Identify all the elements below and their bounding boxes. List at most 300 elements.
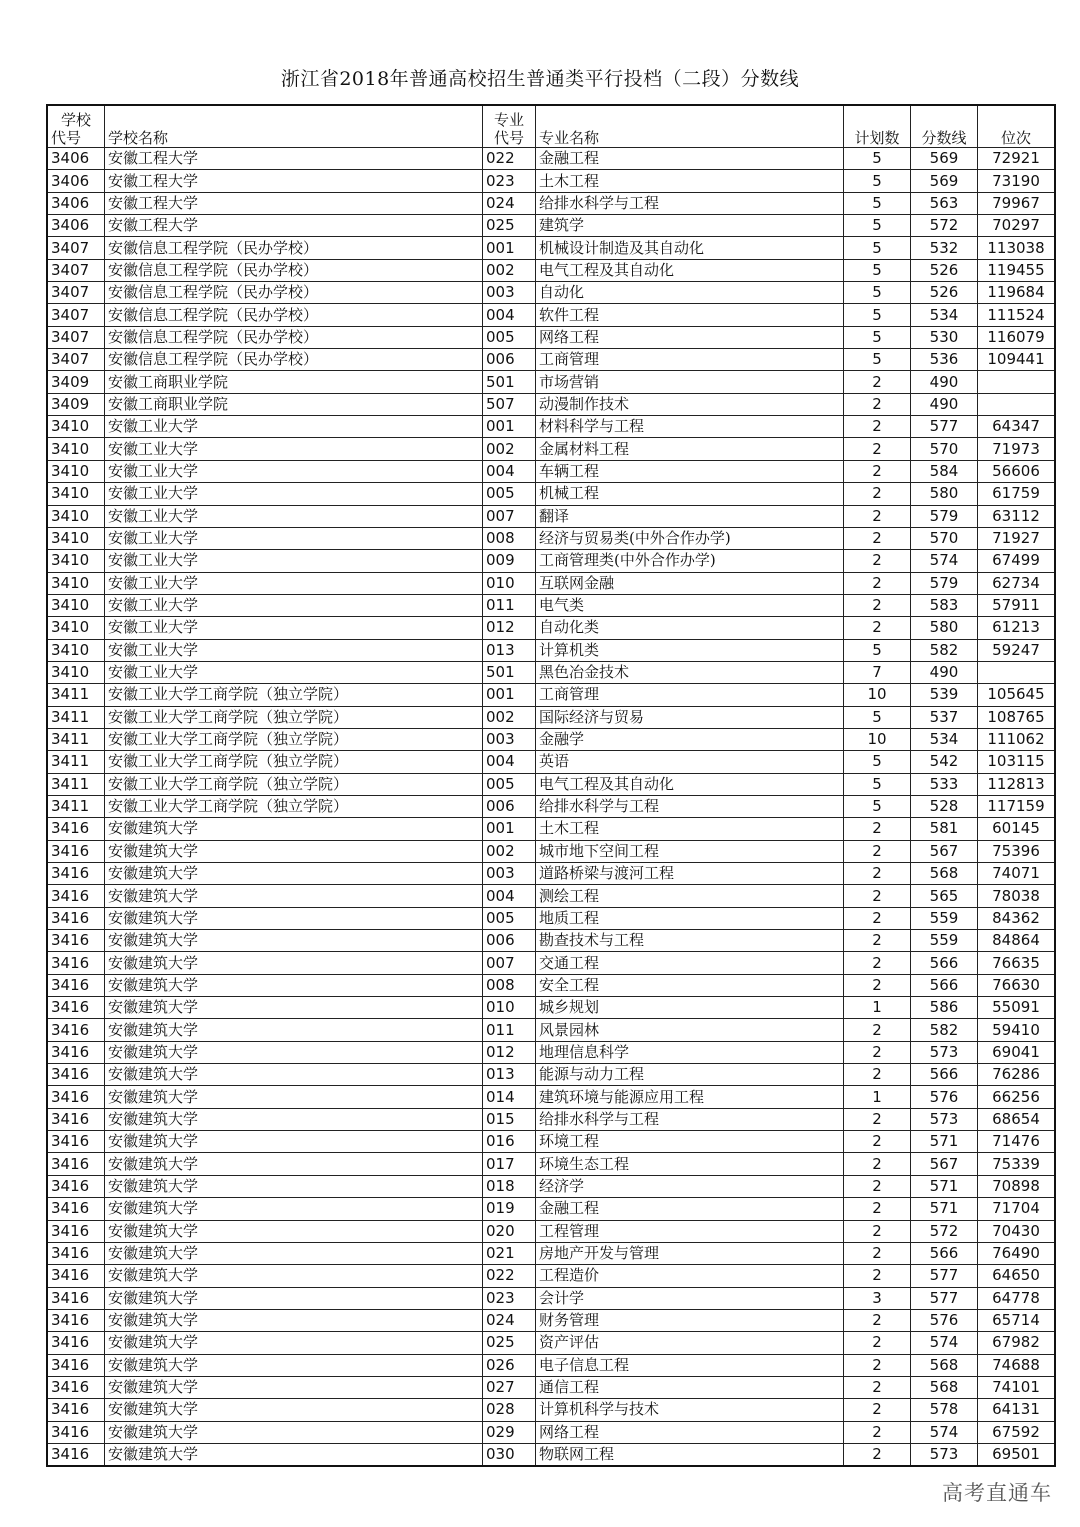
header-plan: 计划数 [844,105,911,148]
cell-school-code: 3416 [47,1131,105,1153]
cell-school-name: 安徽工业大学 [105,572,483,594]
cell-rank: 117159 [978,795,1056,817]
cell-major-name: 金属材料工程 [536,438,844,460]
cell-rank: 103115 [978,751,1056,773]
cell-score: 526 [911,259,978,281]
cell-school-name: 安徽建筑大学 [105,1064,483,1086]
cell-major-name: 会计学 [536,1287,844,1309]
cell-school-name: 安徽工商职业学院 [105,393,483,415]
cell-major-code: 507 [483,393,536,415]
table-row [47,349,1055,371]
cell-score: 568 [911,1354,978,1376]
table-row [47,1131,1055,1153]
cell-plan: 2 [844,907,911,929]
cell-score: 576 [911,1086,978,1108]
cell-plan: 1 [844,1086,911,1108]
cell-school-code: 3407 [47,326,105,348]
cell-score: 570 [911,438,978,460]
cell-major-name: 地质工程 [536,907,844,929]
cell-major-name: 给排水科学与工程 [536,1108,844,1130]
cell-major-code: 018 [483,1175,536,1197]
cell-plan: 2 [844,550,911,572]
cell-plan: 2 [844,393,911,415]
table-row [47,192,1055,214]
cell-major-name: 黑色冶金技术 [536,661,844,683]
cell-major-name: 地理信息科学 [536,1041,844,1063]
cell-rank: 75396 [978,840,1056,862]
cell-school-name: 安徽建筑大学 [105,1175,483,1197]
cell-school-name: 安徽信息工程学院（民办学校） [105,259,483,281]
header-major-name: 专业名称 [536,105,844,148]
cell-school-code: 3410 [47,617,105,639]
cell-major-name: 工商管理 [536,349,844,371]
table-row [47,304,1055,326]
cell-score: 569 [911,170,978,192]
cell-major-name: 网络工程 [536,326,844,348]
table-row [47,773,1055,795]
cell-score: 566 [911,974,978,996]
cell-major-code: 029 [483,1421,536,1443]
table-row [47,170,1055,192]
cell-major-name: 电子信息工程 [536,1354,844,1376]
table-row [47,818,1055,840]
table-row [47,1108,1055,1130]
cell-rank: 105645 [978,684,1056,706]
header-school-code-line1: 学校 [60,111,91,129]
cell-rank: 79967 [978,192,1056,214]
cell-school-code: 3410 [47,594,105,616]
cell-score: 571 [911,1131,978,1153]
cell-school-name: 安徽建筑大学 [105,997,483,1019]
cell-major-code: 007 [483,505,536,527]
cell-score: 576 [911,1309,978,1331]
table-row [47,661,1055,683]
cell-plan: 5 [844,192,911,214]
cell-plan: 2 [844,416,911,438]
cell-major-name: 工程造价 [536,1265,844,1287]
cell-rank: 63112 [978,505,1056,527]
cell-school-code: 3406 [47,192,105,214]
cell-school-code: 3416 [47,1019,105,1041]
table-row [47,393,1055,415]
cell-school-code: 3416 [47,1242,105,1264]
cell-school-name: 安徽工业大学 [105,594,483,616]
cell-school-name: 安徽工业大学工商学院（独立学院） [105,795,483,817]
table-row [47,282,1055,304]
cell-rank: 84362 [978,907,1056,929]
cell-school-code: 3406 [47,148,105,170]
cell-major-code: 001 [483,684,536,706]
cell-major-code: 024 [483,1309,536,1331]
cell-score: 574 [911,550,978,572]
cell-school-code: 3416 [47,1086,105,1108]
cell-school-code: 3416 [47,1064,105,1086]
cell-plan: 2 [844,1443,911,1466]
cell-school-code: 3410 [47,572,105,594]
cell-school-name: 安徽信息工程学院（民办学校） [105,326,483,348]
cell-major-name: 工商管理类(中外合作办学) [536,550,844,572]
cell-plan: 2 [844,1399,911,1421]
cell-school-name: 安徽建筑大学 [105,1287,483,1309]
cell-plan: 5 [844,639,911,661]
cell-score: 577 [911,1265,978,1287]
cell-rank: 74101 [978,1376,1056,1398]
cell-school-name: 安徽信息工程学院（民办学校） [105,349,483,371]
cell-plan: 2 [844,818,911,840]
cell-plan: 2 [844,617,911,639]
cell-rank: 55091 [978,997,1056,1019]
cell-school-code: 3416 [47,1041,105,1063]
cell-rank: 62734 [978,572,1056,594]
cell-school-name: 安徽建筑大学 [105,863,483,885]
cell-school-code: 3410 [47,438,105,460]
cell-major-code: 005 [483,907,536,929]
cell-major-code: 007 [483,952,536,974]
cell-major-name: 机械工程 [536,483,844,505]
header-school-name: 学校名称 [105,105,483,148]
cell-score: 571 [911,1198,978,1220]
cell-major-code: 003 [483,863,536,885]
cell-school-name: 安徽建筑大学 [105,1019,483,1041]
cell-major-name: 交通工程 [536,952,844,974]
cell-school-code: 3416 [47,1287,105,1309]
cell-major-name: 安全工程 [536,974,844,996]
table-row [47,885,1055,907]
cell-school-code: 3410 [47,483,105,505]
cell-rank: 76630 [978,974,1056,996]
table-row [47,1153,1055,1175]
table-row [47,1086,1055,1108]
cell-school-code: 3416 [47,1265,105,1287]
cell-major-code: 003 [483,282,536,304]
table-row [47,1376,1055,1398]
cell-major-name: 通信工程 [536,1376,844,1398]
cell-major-code: 005 [483,326,536,348]
cell-rank: 119684 [978,282,1056,304]
header-school-code [47,105,105,148]
cell-rank: 71973 [978,438,1056,460]
cell-rank: 75339 [978,1153,1056,1175]
cell-plan: 2 [844,1019,911,1041]
cell-school-code: 3407 [47,304,105,326]
cell-school-name: 安徽建筑大学 [105,974,483,996]
table-row [47,371,1055,393]
table-row [47,974,1055,996]
cell-plan: 2 [844,1108,911,1130]
cell-plan: 1 [844,997,911,1019]
table-row [47,460,1055,482]
cell-major-code: 010 [483,572,536,594]
cell-score: 566 [911,1242,978,1264]
cell-school-code: 3410 [47,505,105,527]
cell-major-name: 金融学 [536,728,844,750]
cell-school-name: 安徽建筑大学 [105,1332,483,1354]
cell-plan: 2 [844,840,911,862]
cell-school-name: 安徽建筑大学 [105,840,483,862]
cell-plan: 2 [844,1153,911,1175]
cell-school-code: 3411 [47,684,105,706]
cell-major-code: 008 [483,527,536,549]
cell-plan: 10 [844,684,911,706]
cell-major-code: 006 [483,349,536,371]
cell-school-code: 3410 [47,661,105,683]
cell-major-name: 土木工程 [536,170,844,192]
cell-plan: 2 [844,952,911,974]
cell-school-name: 安徽建筑大学 [105,1108,483,1130]
cell-school-name: 安徽建筑大学 [105,1086,483,1108]
cell-rank: 65714 [978,1309,1056,1331]
cell-major-code: 004 [483,885,536,907]
cell-school-code: 3407 [47,237,105,259]
cell-major-code: 027 [483,1376,536,1398]
cell-plan: 2 [844,594,911,616]
cell-rank: 70430 [978,1220,1056,1242]
table-row [47,863,1055,885]
cell-rank: 64347 [978,416,1056,438]
cell-school-code: 3416 [47,1421,105,1443]
cell-score: 542 [911,751,978,773]
cell-school-name: 安徽工业大学 [105,550,483,572]
cell-score: 567 [911,840,978,862]
cell-school-name: 安徽工业大学工商学院（独立学院） [105,751,483,773]
cell-major-code: 001 [483,818,536,840]
cell-major-name: 环境工程 [536,1131,844,1153]
cell-rank: 108765 [978,706,1056,728]
cell-plan: 2 [844,483,911,505]
cell-rank: 56606 [978,460,1056,482]
header-rank: 位次 [978,105,1056,148]
cell-major-name: 城乡规划 [536,997,844,1019]
cell-major-name: 测绘工程 [536,885,844,907]
table-row [47,639,1055,661]
cell-score: 581 [911,818,978,840]
cell-plan: 5 [844,795,911,817]
cell-rank: 60145 [978,818,1056,840]
cell-rank [978,661,1056,683]
cell-score: 534 [911,304,978,326]
cell-school-name: 安徽建筑大学 [105,1153,483,1175]
cell-school-code: 3416 [47,1399,105,1421]
cell-school-name: 安徽工程大学 [105,192,483,214]
table-row [47,1019,1055,1041]
cell-school-code: 3407 [47,349,105,371]
cell-score: 579 [911,505,978,527]
cell-school-name: 安徽建筑大学 [105,952,483,974]
cell-major-name: 资产评估 [536,1332,844,1354]
cell-plan: 2 [844,885,911,907]
cell-major-name: 财务管理 [536,1309,844,1331]
cell-major-code: 004 [483,304,536,326]
cell-rank: 111062 [978,728,1056,750]
cell-major-code: 005 [483,483,536,505]
table-row [47,550,1055,572]
cell-score: 566 [911,1064,978,1086]
cell-rank: 69041 [978,1041,1056,1063]
cell-school-code: 3411 [47,795,105,817]
cell-score: 572 [911,1220,978,1242]
cell-major-name: 给排水科学与工程 [536,192,844,214]
cell-plan: 2 [844,1354,911,1376]
cell-major-code: 001 [483,416,536,438]
cell-plan: 2 [844,1265,911,1287]
cell-major-code: 004 [483,751,536,773]
cell-rank: 71704 [978,1198,1056,1220]
table-row [47,1354,1055,1376]
cell-major-name: 翻译 [536,505,844,527]
cell-score: 559 [911,907,978,929]
cell-score: 559 [911,930,978,952]
cell-major-name: 计算机类 [536,639,844,661]
cell-rank: 71927 [978,527,1056,549]
cell-school-code: 3416 [47,997,105,1019]
cell-plan: 5 [844,304,911,326]
cell-major-name: 勘查技术与工程 [536,930,844,952]
cell-school-code: 3416 [47,1108,105,1130]
cell-rank: 76286 [978,1064,1056,1086]
cell-school-name: 安徽信息工程学院（民办学校） [105,304,483,326]
cell-school-code: 3410 [47,550,105,572]
cell-major-name: 经济与贸易类(中外合作办学) [536,527,844,549]
cell-school-code: 3410 [47,460,105,482]
cell-plan: 2 [844,371,911,393]
table-body [47,148,1055,1467]
cell-school-code: 3416 [47,840,105,862]
cell-school-name: 安徽工业大学 [105,483,483,505]
cell-major-code: 022 [483,148,536,170]
cell-score: 533 [911,773,978,795]
cell-major-name: 给排水科学与工程 [536,795,844,817]
cell-score: 526 [911,282,978,304]
table-row [47,997,1055,1019]
table-row [47,1399,1055,1421]
cell-school-code: 3407 [47,282,105,304]
cell-score: 528 [911,795,978,817]
cell-plan: 2 [844,1421,911,1443]
cell-major-name: 自动化 [536,282,844,304]
cell-major-name: 物联网工程 [536,1443,844,1466]
cell-rank: 78038 [978,885,1056,907]
cell-major-name: 房地产开发与管理 [536,1242,844,1264]
cell-rank: 76490 [978,1242,1056,1264]
cell-school-code: 3409 [47,393,105,415]
cell-school-code: 3411 [47,751,105,773]
cell-major-code: 013 [483,639,536,661]
cell-school-code: 3416 [47,1198,105,1220]
table-row [47,1332,1055,1354]
cell-major-code: 005 [483,773,536,795]
table-row [47,617,1055,639]
cell-major-name: 电气工程及其自动化 [536,773,844,795]
cell-major-code: 021 [483,1242,536,1264]
cell-major-name: 互联网金融 [536,572,844,594]
cell-plan: 2 [844,1242,911,1264]
cell-rank: 84864 [978,930,1056,952]
header-major-code-line1: 专业 [493,111,524,129]
cell-plan: 5 [844,326,911,348]
cell-school-name: 安徽工商职业学院 [105,371,483,393]
table-header [47,105,1055,148]
cell-school-code: 3416 [47,1175,105,1197]
cell-rank: 59410 [978,1019,1056,1041]
cell-rank: 64650 [978,1265,1056,1287]
cell-plan: 2 [844,1175,911,1197]
cell-school-name: 安徽信息工程学院（民办学校） [105,237,483,259]
cell-rank [978,393,1056,415]
cell-major-name: 金融工程 [536,1198,844,1220]
cell-score: 577 [911,1287,978,1309]
cell-rank: 61759 [978,483,1056,505]
table-row [47,594,1055,616]
cell-rank: 71476 [978,1131,1056,1153]
cell-major-code: 014 [483,1086,536,1108]
cell-score: 563 [911,192,978,214]
cell-major-code: 009 [483,550,536,572]
cell-school-code: 3411 [47,706,105,728]
cell-plan: 5 [844,751,911,773]
cell-major-code: 004 [483,460,536,482]
cell-school-name: 安徽工业大学 [105,460,483,482]
cell-rank: 112813 [978,773,1056,795]
cell-school-code: 3416 [47,952,105,974]
cell-school-name: 安徽工程大学 [105,170,483,192]
cell-school-name: 安徽工业大学 [105,416,483,438]
cell-score: 586 [911,997,978,1019]
cell-plan: 2 [844,1376,911,1398]
watermark-text: 高考直通车 [942,1481,1052,1505]
cell-rank: 61213 [978,617,1056,639]
cell-score: 573 [911,1108,978,1130]
table-row [47,527,1055,549]
cell-school-name: 安徽工业大学 [105,639,483,661]
table-row [47,1064,1055,1086]
cell-school-name: 安徽建筑大学 [105,1376,483,1398]
cell-major-name: 电气工程及其自动化 [536,259,844,281]
cell-plan: 5 [844,148,911,170]
cell-plan: 3 [844,1287,911,1309]
cell-major-code: 026 [483,1354,536,1376]
cell-plan: 2 [844,1198,911,1220]
cell-rank: 73190 [978,170,1056,192]
cell-score: 534 [911,728,978,750]
table-row [47,795,1055,817]
cell-rank: 67982 [978,1332,1056,1354]
table-row [47,1041,1055,1063]
cell-rank [978,371,1056,393]
cell-major-code: 015 [483,1108,536,1130]
cell-rank: 67499 [978,550,1056,572]
cell-school-name: 安徽建筑大学 [105,930,483,952]
table-row [47,1175,1055,1197]
cell-major-code: 025 [483,1332,536,1354]
table-row [47,438,1055,460]
cell-major-name: 环境生态工程 [536,1153,844,1175]
cell-school-name: 安徽建筑大学 [105,1041,483,1063]
cell-school-code: 3416 [47,1309,105,1331]
cell-score: 584 [911,460,978,482]
cell-major-name: 动漫制作技术 [536,393,844,415]
cell-major-code: 012 [483,617,536,639]
cell-rank: 64778 [978,1287,1056,1309]
cell-major-code: 019 [483,1198,536,1220]
cell-school-name: 安徽工业大学 [105,505,483,527]
cell-plan: 2 [844,1064,911,1086]
cell-plan: 2 [844,1220,911,1242]
cell-school-name: 安徽建筑大学 [105,885,483,907]
cell-plan: 2 [844,505,911,527]
score-table [46,104,1056,1467]
cell-plan: 5 [844,170,911,192]
cell-major-name: 车辆工程 [536,460,844,482]
